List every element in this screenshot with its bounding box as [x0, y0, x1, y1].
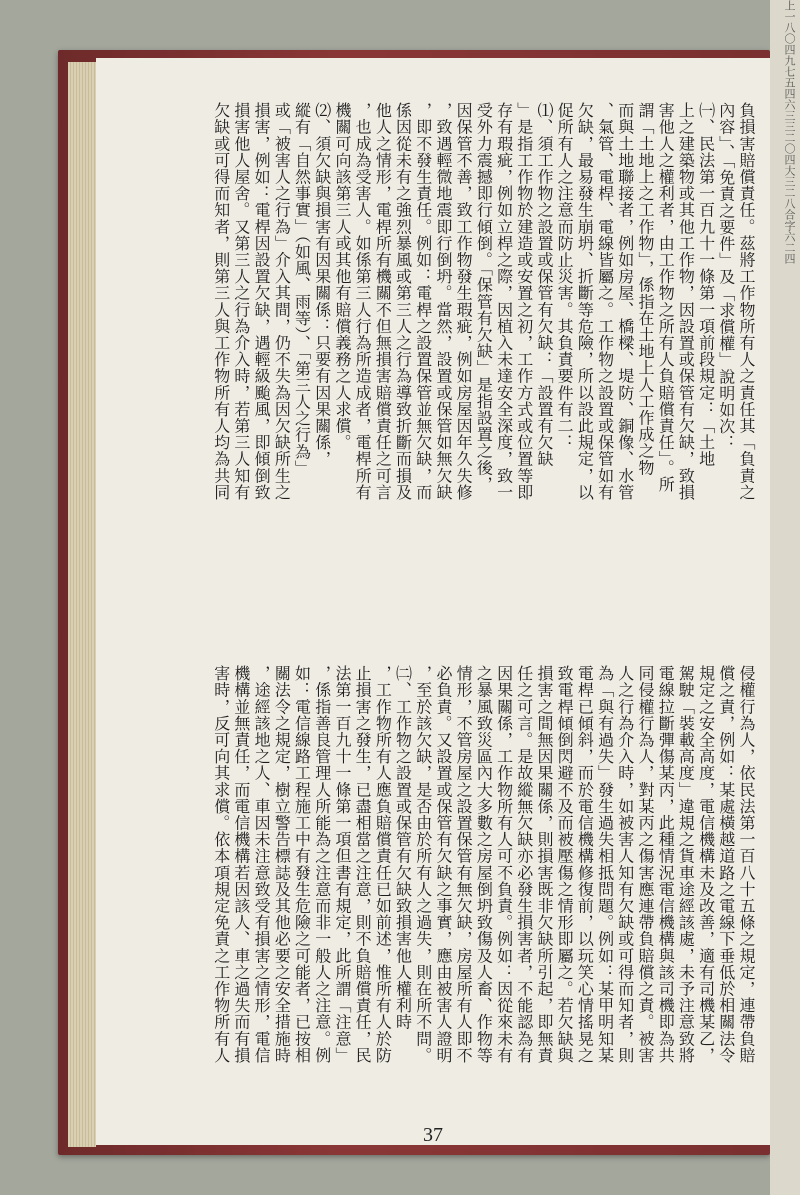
text-column: 害時，反可向其求償。依本項規定免責之工作物所有人 — [211, 665, 231, 1064]
text-column: 因果關係，工作物所有人可不負責。例如：因從來未有 — [494, 665, 514, 1064]
lower-text-block — [116, 665, 756, 1085]
text-column: 負損害賠償責任。茲將工作物所有人之責任其「負責之 — [737, 102, 756, 501]
text-column: 情形，不管房屋之設置保管有無欠缺，房屋所有人即不 — [454, 665, 474, 1064]
upper-text-block — [116, 102, 756, 657]
text-column: ，係指善良管理人所能為之注意而非一般人之注意。例 — [312, 665, 332, 1064]
text-column: ，至於該欠缺，是否由於所有人之過失，則在所不問。 — [413, 665, 433, 1064]
text-column: ㈡、工作物之設置或保管有欠缺致損害他人權利時 — [393, 665, 413, 1031]
page-stack-edge — [68, 62, 96, 1147]
text-column: 受外力震撼即行傾倒。「保管有欠缺」是指設置之後， — [474, 102, 494, 493]
text-column: 」是指工作物於建造或安置之初，工作方式或位置等即 — [514, 102, 534, 501]
text-column: 、氣管、電桿、電線皆屬之。工作物之設置或保管如有 — [595, 102, 615, 501]
text-column: 法第一百九十一條第一項但書有規定，此所謂「注意」 — [332, 665, 352, 1064]
text-column: 之暴風致災區內大多數之房屋倒坍致傷及人畜、作物等 — [474, 665, 494, 1064]
text-column: 謂「土地上之工作物」，係指在土地上人工作成之物 — [635, 102, 655, 476]
text-column: 同侵權行為人，對某丙之傷害應連帶負賠償之責。被害 — [635, 665, 655, 1064]
page-number: 37 — [423, 1124, 443, 1146]
text-column: 縱有「自然事實」（如風、雨等）、「第三人之行為」 — [292, 102, 312, 477]
text-column: 人之行為介入時，如被害人知有欠缺或可得而知者，則 — [615, 665, 635, 1064]
text-column: 規定之安全高度，電信機構未及改善，適有司機某乙， — [696, 665, 716, 1064]
text-column: 損害他人屋舍。又第三人之行為介入時，若第三人知有 — [231, 102, 251, 501]
text-column: 而與土地聯接者，例如房屋、橋樑、堤防、銅像、水管 — [615, 102, 635, 501]
text-column: 關法令之規定，樹立警告標誌及其他必要之安全措施時 — [272, 665, 292, 1064]
text-column: 欠缺，最易發生崩坍、折斷等危險，所以設此規定，以 — [575, 102, 595, 501]
text-column: ⑵、須欠缺與損害有因果關係：只要有因果關係， — [312, 102, 332, 468]
text-column: 機構並無責任，而電信機構若因該人、車之過失而有損 — [231, 665, 251, 1064]
text-column: 必負責。又設置或保管有欠缺之事實，應由被害人證明 — [433, 665, 453, 1064]
facing-page-edge-text: 上一八〇四九七五四六三三二〇四大三二八合字六二四 — [783, 0, 796, 264]
text-column: 電桿已傾斜，而於電信機構修復前，以玩笑心情搖晃之 — [575, 665, 595, 1064]
text-column: 機關可向該第三人或其他有賠償義務之人求償。 — [332, 102, 352, 451]
text-column: 損害，例如：電桿因設置欠缺，遇輕級颱風，即傾倒致 — [252, 102, 272, 501]
text-column: ，致遇輕微地震即行倒坍。當然，設置或保管如無欠缺 — [433, 102, 453, 501]
text-column: 上之建築物或其他工作物，因設置或保管有欠缺，致損 — [676, 102, 696, 501]
text-column: 欠缺或可得而知者，則第三人與工作物所有人均為共同 — [211, 102, 231, 501]
text-column: 任之可言。是故縱無欠缺亦必發生損害者，不能認為有 — [514, 665, 534, 1064]
text-column: ㈠、民法第一百九十一條第一項前段規定：「土地 — [696, 102, 716, 468]
text-column: 內容」、「免責之要件」及「求償權」說明如次： — [716, 102, 736, 452]
text-column: 係因從未有之強烈暴風或第三人之行為導致折斷而損及 — [393, 102, 413, 501]
text-column: 損害之間無因果關係，則損害既非欠缺所引起，即無責 — [534, 665, 554, 1064]
text-column: 侵權行為人，依民法第一百八十五條之規定，連帶負賠 — [737, 665, 756, 1064]
facing-page-edge — [770, 0, 800, 1195]
text-column: 致電桿傾倒閃避不及而被壓傷之情形即屬之。若欠缺與 — [555, 665, 575, 1064]
text-column: 或「被害人之行為」介入其間，仍不失為因欠缺所生之 — [272, 102, 292, 501]
text-column: 如：電信線路工程施工中有發生危險之可能者，已按相 — [292, 665, 312, 1064]
text-column: ⑴、須工作物之設置或保管有欠缺：「設置有欠缺 — [534, 102, 554, 468]
text-column: 促所有人之注意而防止災害。其負責要件有二： — [555, 102, 575, 451]
text-column: 償之責，例如：某處橫越道路之電線下垂低於相關法令 — [716, 665, 736, 1064]
text-column: 存有瑕疵，例如立桿之際，因植入未達安全深度，致一 — [494, 102, 514, 501]
text-column: ，即不發生責任。例如：電桿之設置保管並無欠缺，而 — [413, 102, 433, 501]
text-column: 駕駛「裝載高度」違規之貨車途經該處，未予注意致將 — [676, 665, 696, 1064]
text-column: 電線拉斷彈傷某丙，此種情況電信機構與該司機即為共 — [656, 665, 676, 1064]
text-column: ，途經該地之人、車因未注意致受有損害之情形，電信 — [252, 665, 272, 1064]
text-column: 因保管不善，致工作物發生瑕疵，例如房屋因年久失修 — [454, 102, 474, 501]
text-column: 止損害之發生，已盡相當之注意，則不負賠償責任，民 — [353, 665, 373, 1064]
text-column: 他人之情形，電桿所有機關不但無損害賠償責任之可言 — [373, 102, 393, 501]
text-column: 害他人之權利者，由工作物之所有人負賠償責任」。所 — [656, 102, 676, 493]
text-column: ，也成為受害人。如係第三人行為所造成者，電桿所有 — [353, 102, 373, 501]
text-column: ，工作物所有人應負賠償責任已如前述，惟所有人於防 — [373, 665, 393, 1064]
text-column: 為「與有過失」發生過失相抵問題。例如：某甲明知某 — [595, 665, 615, 1064]
book-page — [96, 58, 770, 1145]
